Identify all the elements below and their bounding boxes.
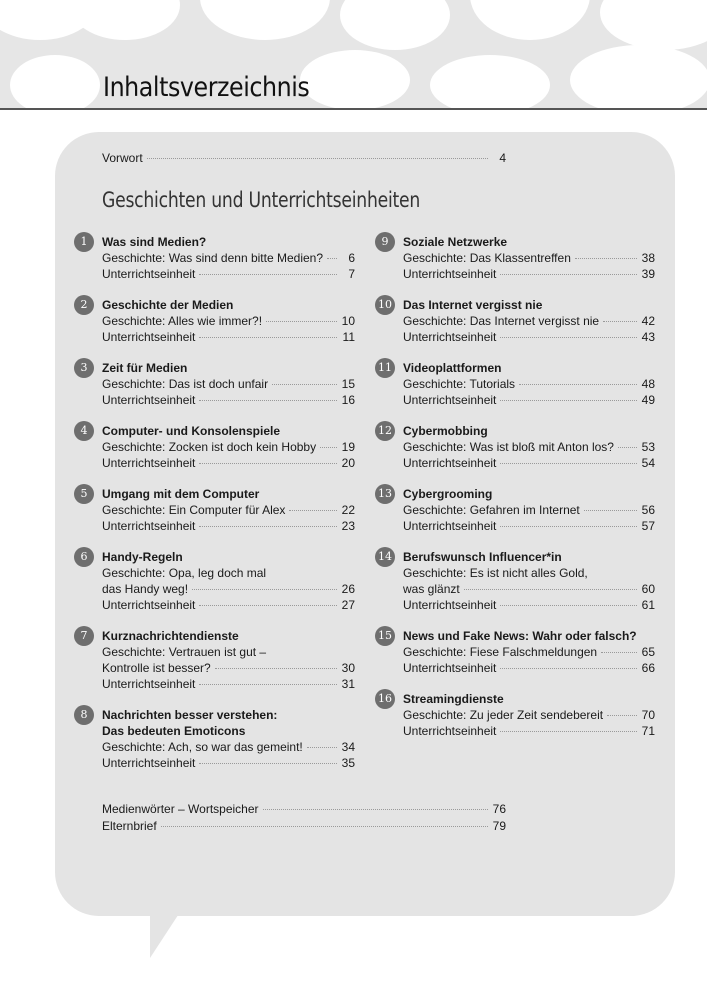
appendix-page: 76 xyxy=(492,802,506,816)
unit-row[interactable] xyxy=(102,676,355,692)
chapter-title[interactable]: Cybermobbing xyxy=(403,424,488,438)
dot-leader xyxy=(320,447,337,448)
story-page: 53 xyxy=(641,440,655,454)
chapter-number-badge: 10 xyxy=(375,295,395,315)
dot-leader xyxy=(575,258,637,259)
unit-row[interactable] xyxy=(102,392,355,408)
dot-leader xyxy=(327,258,337,259)
unit-label: Unterrichtseinheit xyxy=(403,598,497,612)
unit-row[interactable] xyxy=(102,329,355,345)
story-label: Geschichte: Das Klassentreffen xyxy=(403,251,571,265)
dot-leader xyxy=(618,447,637,448)
unit-row[interactable] xyxy=(403,518,655,534)
story-page: 48 xyxy=(641,377,655,391)
unit-label: Unterrichtseinheit xyxy=(102,598,196,612)
unit-label: Unterrichtseinheit xyxy=(403,393,497,407)
chapter-number-badge: 16 xyxy=(375,689,395,709)
story-row[interactable] xyxy=(102,376,355,392)
unit-page: 71 xyxy=(641,724,655,738)
story-page: 30 xyxy=(341,661,355,675)
dot-leader xyxy=(464,589,637,590)
dot-leader xyxy=(500,463,637,464)
chapter-title[interactable]: Soziale Netzwerke xyxy=(403,235,508,249)
unit-page: 43 xyxy=(641,330,655,344)
chapter-number-badge: 7 xyxy=(74,626,94,646)
story-row[interactable] xyxy=(403,644,655,660)
story-row[interactable] xyxy=(102,439,355,455)
dot-leader xyxy=(519,384,637,385)
story-row[interactable] xyxy=(403,565,655,581)
story-row[interactable] xyxy=(403,707,655,723)
unit-label: Unterrichtseinheit xyxy=(102,267,196,281)
dot-leader xyxy=(263,809,488,810)
chapter-number-badge: 9 xyxy=(375,232,395,252)
unit-row[interactable] xyxy=(102,755,355,771)
unit-page: 16 xyxy=(341,393,355,407)
unit-page: 54 xyxy=(641,456,655,470)
story-row[interactable] xyxy=(102,313,355,329)
story-row[interactable] xyxy=(102,565,355,581)
unit-row[interactable] xyxy=(403,597,655,613)
story-row[interactable] xyxy=(403,439,655,455)
foreword-row[interactable] xyxy=(102,150,506,166)
unit-row[interactable] xyxy=(102,518,355,534)
story-label: Geschichte: Das ist doch unfair xyxy=(102,377,269,391)
chapter-number-badge: 11 xyxy=(375,358,395,378)
dot-leader xyxy=(215,668,337,669)
chapter-number-badge: 5 xyxy=(74,484,94,504)
story-row[interactable] xyxy=(102,644,355,660)
chapter-title[interactable]: Computer- und Konsolenspiele xyxy=(102,424,281,438)
unit-label: Unterrichtseinheit xyxy=(102,756,196,770)
unit-label: Unterrichtseinheit xyxy=(102,393,196,407)
unit-label: Unterrichtseinheit xyxy=(403,267,497,281)
unit-label: Unterrichtseinheit xyxy=(403,661,497,675)
unit-page: 23 xyxy=(341,519,355,533)
chapter-title[interactable]: Geschichte der Medien xyxy=(102,298,234,312)
story-label: Geschichte: Ach, so war das gemeint! xyxy=(102,740,303,754)
dot-leader xyxy=(500,526,637,527)
chapter-title[interactable]: Kurznachrichtendienste xyxy=(102,629,239,643)
unit-page: 31 xyxy=(341,677,355,691)
dot-leader xyxy=(199,337,337,338)
unit-row[interactable] xyxy=(403,455,655,471)
chapter-number-badge: 15 xyxy=(375,626,395,646)
story-page: 60 xyxy=(641,582,655,596)
dot-leader xyxy=(199,684,337,685)
unit-page: 27 xyxy=(341,598,355,612)
appendix-label: Elternbrief xyxy=(102,819,157,833)
unit-page: 35 xyxy=(341,756,355,770)
story-page: 38 xyxy=(641,251,655,265)
story-row[interactable] xyxy=(403,250,655,266)
unit-page: 20 xyxy=(341,456,355,470)
story-row[interactable] xyxy=(403,313,655,329)
dot-leader xyxy=(307,747,337,748)
chapter-title[interactable]: News und Fake News: Wahr oder falsch? xyxy=(403,629,637,643)
chapter-title[interactable]: Cybergrooming xyxy=(403,487,493,501)
dot-leader xyxy=(500,605,637,606)
dot-leader xyxy=(199,763,337,764)
appendix-row[interactable] xyxy=(102,818,506,834)
story-page: 65 xyxy=(641,645,655,659)
chapter-number-badge: 6 xyxy=(74,547,94,567)
story-page: 34 xyxy=(341,740,355,754)
page-title: Inhaltsverzeichnis xyxy=(103,72,310,103)
dot-leader xyxy=(199,605,337,606)
unit-label: Unterrichtseinheit xyxy=(403,519,497,533)
dot-leader xyxy=(199,463,337,464)
chapter-title[interactable]: Nachrichten besser verstehen: xyxy=(102,708,278,722)
appendix-row[interactable] xyxy=(102,801,506,817)
story-label: Geschichte: Tutorials xyxy=(403,377,516,391)
unit-row[interactable] xyxy=(403,329,655,345)
story-label: Geschichte: Zocken ist doch kein Hobby xyxy=(102,440,317,454)
unit-page: 61 xyxy=(641,598,655,612)
story-label: Geschichte: Was ist bloß mit Anton los? xyxy=(403,440,614,454)
story-label: Geschichte: Gefahren im Internet xyxy=(403,503,580,517)
chapter-number-badge: 3 xyxy=(74,358,94,378)
dot-leader xyxy=(500,337,637,338)
chapter-title[interactable]: Umgang mit dem Computer xyxy=(102,487,260,501)
dot-leader xyxy=(607,715,637,716)
unit-label: Unterrichtseinheit xyxy=(102,456,196,470)
chapter-title[interactable]: Zeit für Medien xyxy=(102,361,188,375)
unit-label: Unterrichtseinheit xyxy=(403,724,497,738)
chapter-number-badge: 1 xyxy=(74,232,94,252)
unit-page: 39 xyxy=(641,267,655,281)
chapter-number-badge: 2 xyxy=(74,295,94,315)
story-label: was glänzt xyxy=(403,582,460,596)
story-page: 42 xyxy=(641,314,655,328)
story-label: Geschichte: Opa, leg doch mal xyxy=(102,566,267,580)
chapter-title[interactable]: Das Internet vergisst nie xyxy=(403,298,543,312)
unit-page: 49 xyxy=(641,393,655,407)
dot-leader xyxy=(161,826,488,827)
chapter-title[interactable]: Streamingdienste xyxy=(403,692,504,706)
story-row[interactable] xyxy=(102,250,355,266)
story-label: Geschichte: Ein Computer für Alex xyxy=(102,503,286,517)
chapter-number-badge: 13 xyxy=(375,484,395,504)
dot-leader xyxy=(500,668,637,669)
appendix-page: 79 xyxy=(492,819,506,833)
dot-leader xyxy=(601,652,637,653)
story-row[interactable] xyxy=(102,739,355,755)
unit-row[interactable] xyxy=(102,266,355,282)
chapter-title[interactable]: Das bedeuten Emoticons xyxy=(102,724,246,738)
dot-leader xyxy=(500,731,637,732)
dot-leader xyxy=(500,400,637,401)
unit-row[interactable] xyxy=(102,455,355,471)
story-row[interactable] xyxy=(102,660,355,676)
dot-leader xyxy=(266,321,337,322)
title-rule xyxy=(0,108,707,110)
dot-leader xyxy=(289,510,337,511)
story-page: 26 xyxy=(341,582,355,596)
unit-label: Unterrichtseinheit xyxy=(403,330,497,344)
chapter-number-badge: 4 xyxy=(74,421,94,441)
unit-row[interactable] xyxy=(403,392,655,408)
story-row[interactable] xyxy=(403,376,655,392)
story-page: 56 xyxy=(641,503,655,517)
speech-bubble-tail xyxy=(150,906,184,958)
dot-leader xyxy=(584,510,637,511)
dot-leader xyxy=(199,400,337,401)
story-label: Geschichte: Fiese Falschmeldungen xyxy=(403,645,598,659)
story-label: Geschichte: Was sind denn bitte Medien? xyxy=(102,251,324,265)
chapter-title[interactable]: Videoplattformen xyxy=(403,361,502,375)
chapter-number-badge: 8 xyxy=(74,705,94,725)
story-row[interactable] xyxy=(403,502,655,518)
story-label: Geschichte: Alles wie immer?! xyxy=(102,314,263,328)
dot-leader xyxy=(272,384,337,385)
chapter-title[interactable]: Berufswunsch Influencer*in xyxy=(403,550,562,564)
unit-row[interactable] xyxy=(403,723,655,739)
appendix-label: Medienwörter – Wortspeicher xyxy=(102,802,259,816)
chapter-number-badge: 12 xyxy=(375,421,395,441)
story-label: Geschichte: Das Internet vergisst nie xyxy=(403,314,600,328)
unit-label: Unterrichtseinheit xyxy=(102,519,196,533)
story-row[interactable] xyxy=(102,581,355,597)
chapter-number-badge: 14 xyxy=(375,547,395,567)
story-row[interactable] xyxy=(102,502,355,518)
unit-row[interactable] xyxy=(403,660,655,676)
story-page: 19 xyxy=(341,440,355,454)
unit-row[interactable] xyxy=(102,597,355,613)
story-label: das Handy weg! xyxy=(102,582,189,596)
unit-page: 11 xyxy=(342,330,355,344)
foreword-label: Vorwort xyxy=(102,151,143,165)
story-row[interactable] xyxy=(403,581,655,597)
dot-leader xyxy=(147,158,488,159)
section-title: Geschichten und Unterrichtseinheiten xyxy=(102,188,421,212)
dot-leader xyxy=(199,526,337,527)
dot-leader xyxy=(192,589,337,590)
unit-page: 66 xyxy=(641,661,655,675)
story-page: 6 xyxy=(348,251,355,265)
unit-page: 57 xyxy=(641,519,655,533)
story-page: 70 xyxy=(641,708,655,722)
story-label: Geschichte: Vertrauen ist gut – xyxy=(102,645,267,659)
unit-label: Unterrichtseinheit xyxy=(102,330,196,344)
dot-leader xyxy=(500,274,637,275)
dot-leader xyxy=(199,274,337,275)
story-label: Kontrolle ist besser? xyxy=(102,661,211,675)
story-label: Geschichte: Zu jeder Zeit sendebereit xyxy=(403,708,604,722)
story-label: Geschichte: Es ist nicht alles Gold, xyxy=(403,566,588,580)
foreword-page: 4 xyxy=(499,151,506,165)
unit-label: Unterrichtseinheit xyxy=(403,456,497,470)
chapter-title[interactable]: Handy-Regeln xyxy=(102,550,183,564)
unit-row[interactable] xyxy=(403,266,655,282)
story-page: 15 xyxy=(341,377,355,391)
chapter-title[interactable]: Was sind Medien? xyxy=(102,235,207,249)
unit-label: Unterrichtseinheit xyxy=(102,677,196,691)
story-page: 22 xyxy=(341,503,355,517)
story-page: 10 xyxy=(341,314,355,328)
unit-page: 7 xyxy=(348,267,355,281)
dot-leader xyxy=(603,321,637,322)
